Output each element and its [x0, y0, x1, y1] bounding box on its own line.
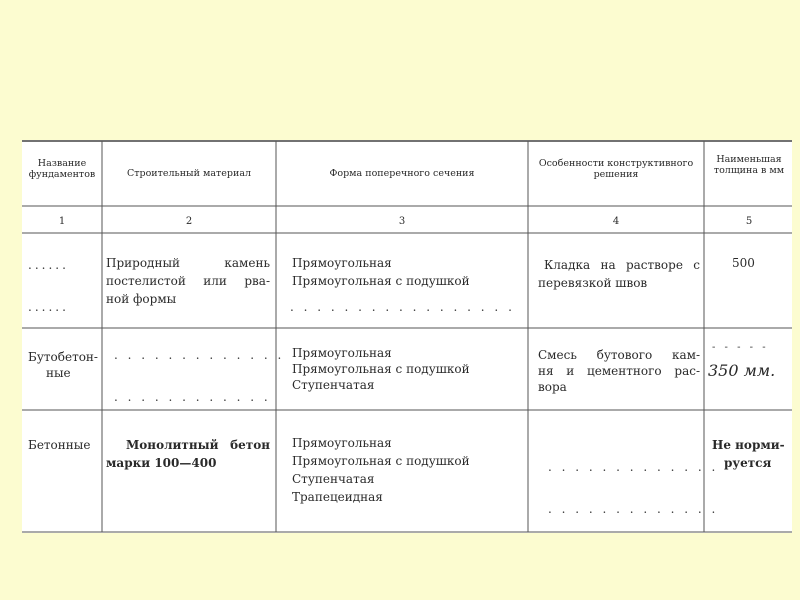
thickness-value: 500 [732, 256, 755, 270]
column-number: 3 [398, 216, 406, 227]
material-line: Монолитный бетон [126, 438, 270, 452]
features-line: ня и цементного рас- [538, 364, 700, 378]
header-features: Особенности конструктивного решения [538, 158, 694, 180]
thickness-value: Не норми- [712, 438, 785, 452]
header-name: Название фундаментов [28, 158, 96, 180]
material-line: марки 100—400 [106, 456, 217, 470]
thickness-value: руется [724, 456, 772, 470]
ditto-dots: . . . . . . . . . . . . . [548, 460, 719, 474]
header-material: Строительный материал [126, 168, 252, 179]
features-line: Смесь бутового кам- [538, 348, 700, 362]
table-rules [22, 140, 792, 533]
ditto-dots: . . . . . . . . . . . . . . . . . [290, 300, 515, 314]
foundation-name-line: Бутобетон- [28, 350, 98, 364]
column-number: 4 [612, 216, 620, 227]
ditto-dots: - - - - - [712, 342, 769, 353]
shape-line: Прямоугольная [292, 256, 392, 270]
features-line: Кладка на растворе с [544, 258, 700, 272]
material-line: постелистой или рва- [106, 274, 270, 288]
shape-line: Прямоугольная с подушкой [292, 454, 470, 468]
ditto-dots: . . . . . . . . . . . . . [114, 348, 285, 362]
document-scan [22, 140, 792, 533]
shape-line: Прямоугольная с подушкой [292, 274, 470, 288]
header-shape: Форма поперечного сечения [329, 168, 475, 179]
shape-line: Прямоугольная с подушкой [292, 362, 470, 376]
thickness-value: 350 мм. [708, 361, 776, 380]
column-number: 5 [745, 216, 753, 227]
foundation-name: Бетонные [28, 438, 91, 452]
shape-line: Трапецеидная [292, 490, 383, 504]
shape-line: Прямоугольная [292, 346, 392, 360]
ditto-dots: ...... [28, 300, 69, 314]
shape-line: Ступенчатая [292, 378, 375, 392]
foundation-name-line: ные [46, 366, 71, 380]
features-line: перевязкой швов [538, 276, 648, 290]
features-line: вора [538, 380, 567, 394]
column-number: 2 [185, 216, 193, 227]
material-line: Природный камень [106, 256, 270, 270]
material-line: ной формы [106, 292, 177, 306]
ditto-dots: . . . . . . . . . . . . . [548, 502, 719, 516]
column-number: 1 [58, 216, 66, 227]
header-thickness: Наименьшая толщина в мм [713, 154, 785, 176]
shape-line: Ступенчатая [292, 472, 375, 486]
shape-line: Прямоугольная [292, 436, 392, 450]
ditto-dots: ...... [28, 258, 69, 272]
ditto-dots: . . . . . . . . . . . . [114, 390, 271, 404]
